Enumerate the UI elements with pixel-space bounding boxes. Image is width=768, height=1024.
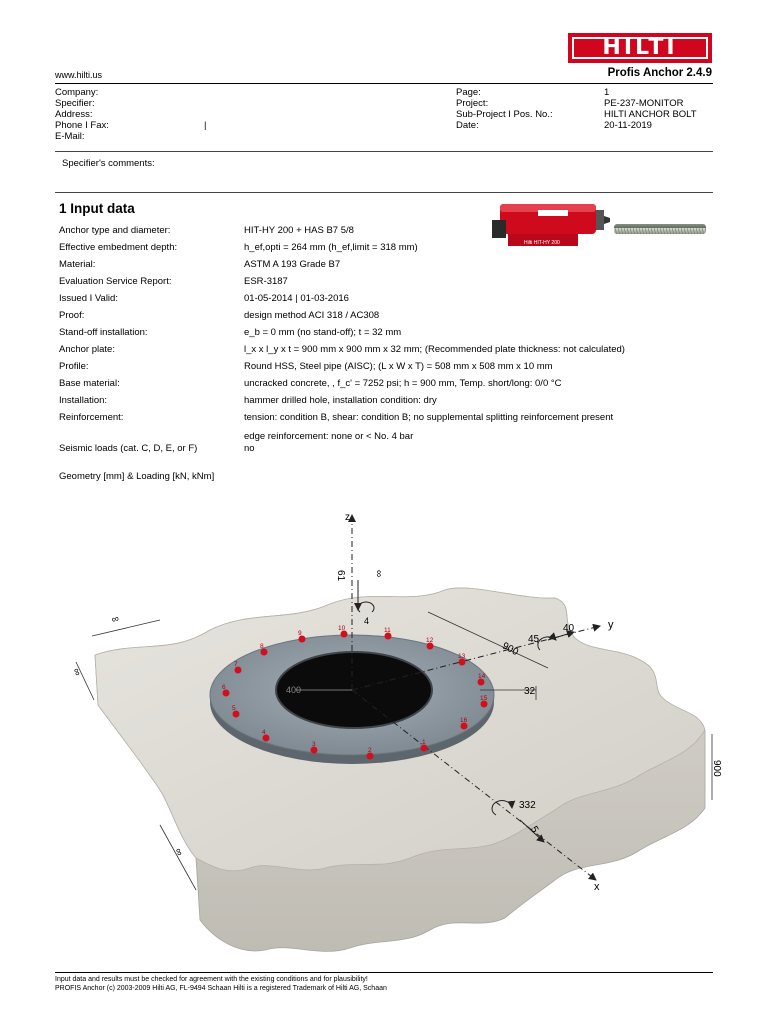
project-value: PE-237-MONITOR (604, 98, 684, 109)
load-45-label: 45 (528, 634, 540, 645)
section-title: 1 Input data (59, 201, 135, 216)
subproject-label: Sub-Project I Pos. No.: (456, 109, 553, 120)
hilti-logo (568, 33, 712, 63)
svg-text:8: 8 (260, 643, 264, 650)
anchor-12 (426, 637, 434, 650)
dim-900-top-label: 900 (500, 640, 521, 659)
geometry-caption: Geometry [mm] & Loading [kN, kNm] (59, 471, 215, 482)
anchor-16 (460, 717, 468, 730)
row-anchor-type-label: Anchor type and diameter: (59, 225, 171, 236)
footer-copyright: PROFIS Anchor (c) 2003-2009 Hilti AG, FL-9494 Schaan Hilti is a registered Trademark of Hilti AG, Schaan (55, 985, 387, 992)
row-plate-label: Anchor plate: (59, 344, 115, 355)
load-61-label: 61 (335, 570, 346, 582)
axis-y-label: y (608, 619, 614, 631)
row-plate-value: l_x x l_y x t = 900 mm x 900 mm x 32 mm; (Recommended plate thickness: not calculated) (244, 344, 625, 355)
logo-text: HILTI (602, 35, 678, 60)
row-anchor-type-value: HIT-HY 200 + HAS B7 5/8 (244, 225, 354, 236)
row-profile-label: Profile: (59, 361, 89, 372)
svg-text:3: 3 (312, 741, 316, 748)
row-issued-value: 01-05-2014 | 01-03-2016 (244, 293, 349, 304)
svg-text:16: 16 (460, 717, 468, 724)
footer-rule (55, 972, 713, 973)
comments-top-rule (55, 151, 713, 152)
cartridge-image (492, 204, 610, 246)
product-name: Profis Anchor 2.4.9 (607, 67, 712, 79)
specifier-label: Specifier: (55, 98, 95, 109)
load-5-label: 5 (527, 824, 541, 835)
axis-x-label: x (594, 881, 600, 893)
dim-400-label: 400 (286, 685, 302, 695)
row-esr-label: Evaluation Service Report: (59, 276, 172, 287)
svg-text:6: 6 (222, 684, 226, 691)
website-link[interactable]: www.hilti.us (55, 70, 103, 80)
row-seismic-value: no (244, 443, 255, 454)
infinity-label-left-side: ∞ (70, 666, 83, 678)
moment-332-label: 332 (519, 800, 536, 811)
anchor-13 (458, 653, 466, 666)
row-profile-value: Round HSS, Steel pipe (AISC); (L x W x T) = 508 mm x 508 mm x 10 mm (244, 361, 553, 372)
threaded-rod-image (614, 224, 706, 234)
row-seismic-label: Seismic loads (cat. C, D, E, or F) (59, 443, 198, 454)
page-label: Page: (456, 87, 481, 98)
dim-32-label: 32 (524, 686, 536, 697)
infinity-label-bottom: ∞ (172, 846, 185, 858)
anchor-11 (384, 627, 392, 640)
row-edge-reinf-value: edge reinforcement: none or < No. 4 bar (244, 431, 414, 442)
svg-text:13: 13 (458, 653, 466, 660)
row-issued-label: Issued I Valid: (59, 293, 118, 304)
load-40-label: 40 (563, 623, 575, 634)
comments-label: Specifier's comments: (62, 158, 155, 169)
address-label: Address: (55, 109, 93, 120)
date-value: 20-11-2019 (604, 120, 652, 131)
svg-text:9: 9 (298, 630, 302, 637)
moment-4-label: 4 (364, 616, 370, 626)
product-image (486, 198, 712, 260)
row-embedment-value: h_ef,opti = 264 mm (h_ef,limit = 318 mm) (244, 242, 418, 253)
row-material-label: Material: (59, 259, 96, 270)
row-standoff-label: Stand-off installation: (59, 327, 148, 338)
header-rule (55, 83, 713, 84)
company-label: Company: (55, 87, 99, 98)
geometry-diagram (0, 490, 768, 960)
svg-text:2: 2 (368, 747, 372, 754)
row-proof-value: design method ACI 318 / AC308 (244, 310, 380, 321)
phone-fax-label: Phone I Fax: (55, 120, 109, 131)
row-base-material-label: Base material: (59, 378, 120, 389)
footer-disclaimer: Input data and results must be checked for agreement with the existing conditions and for plausibility! (55, 976, 368, 983)
dim-900-side-label: 900 (711, 760, 722, 777)
anchor-15 (480, 695, 488, 708)
svg-text:1: 1 (422, 739, 426, 746)
phone-fax-separator: | (204, 120, 207, 131)
row-proof-label: Proof: (59, 310, 85, 321)
email-label: E-Mail: (55, 131, 85, 142)
comments-bottom-rule (55, 192, 713, 193)
row-installation-value: hammer drilled hole, installation condition: dry (244, 395, 437, 406)
infinity-label-left: ∞ (110, 613, 121, 626)
row-esr-value: ESR-3187 (244, 276, 288, 287)
subproject-value: HILTI ANCHOR BOLT (604, 109, 697, 120)
svg-text:5: 5 (232, 705, 236, 712)
svg-text:7: 7 (234, 661, 238, 668)
project-label: Project: (456, 98, 489, 109)
page-value: 1 (604, 87, 610, 98)
row-standoff-value: e_b = 0 mm (no stand-off); t = 32 mm (244, 327, 402, 338)
infinity-label-top: ∞ (373, 570, 384, 578)
svg-text:12: 12 (426, 637, 434, 644)
row-reinforcement-label: Reinforcement: (59, 412, 124, 423)
row-material-value: ASTM A 193 Grade B7 (244, 259, 341, 270)
svg-text:10: 10 (338, 625, 346, 632)
cartridge-label: Hilti HIT-HY 200 (524, 240, 560, 246)
svg-text:11: 11 (384, 627, 391, 634)
row-reinforcement-value: tension: condition B, shear: condition B; no supplemental splitting reinforcement present (244, 412, 614, 423)
row-installation-label: Installation: (59, 395, 108, 406)
svg-text:14: 14 (478, 673, 486, 680)
row-embedment-label: Effective embedment depth: (59, 242, 178, 253)
date-label: Date: (456, 120, 479, 131)
axis-z-label: z (345, 512, 350, 523)
svg-text:15: 15 (480, 695, 488, 702)
svg-text:4: 4 (262, 729, 266, 736)
row-base-material-value: uncracked concrete, , f_c' = 7252 psi; h = 900 mm, Temp. short/long: 0/0 °C (244, 378, 562, 389)
